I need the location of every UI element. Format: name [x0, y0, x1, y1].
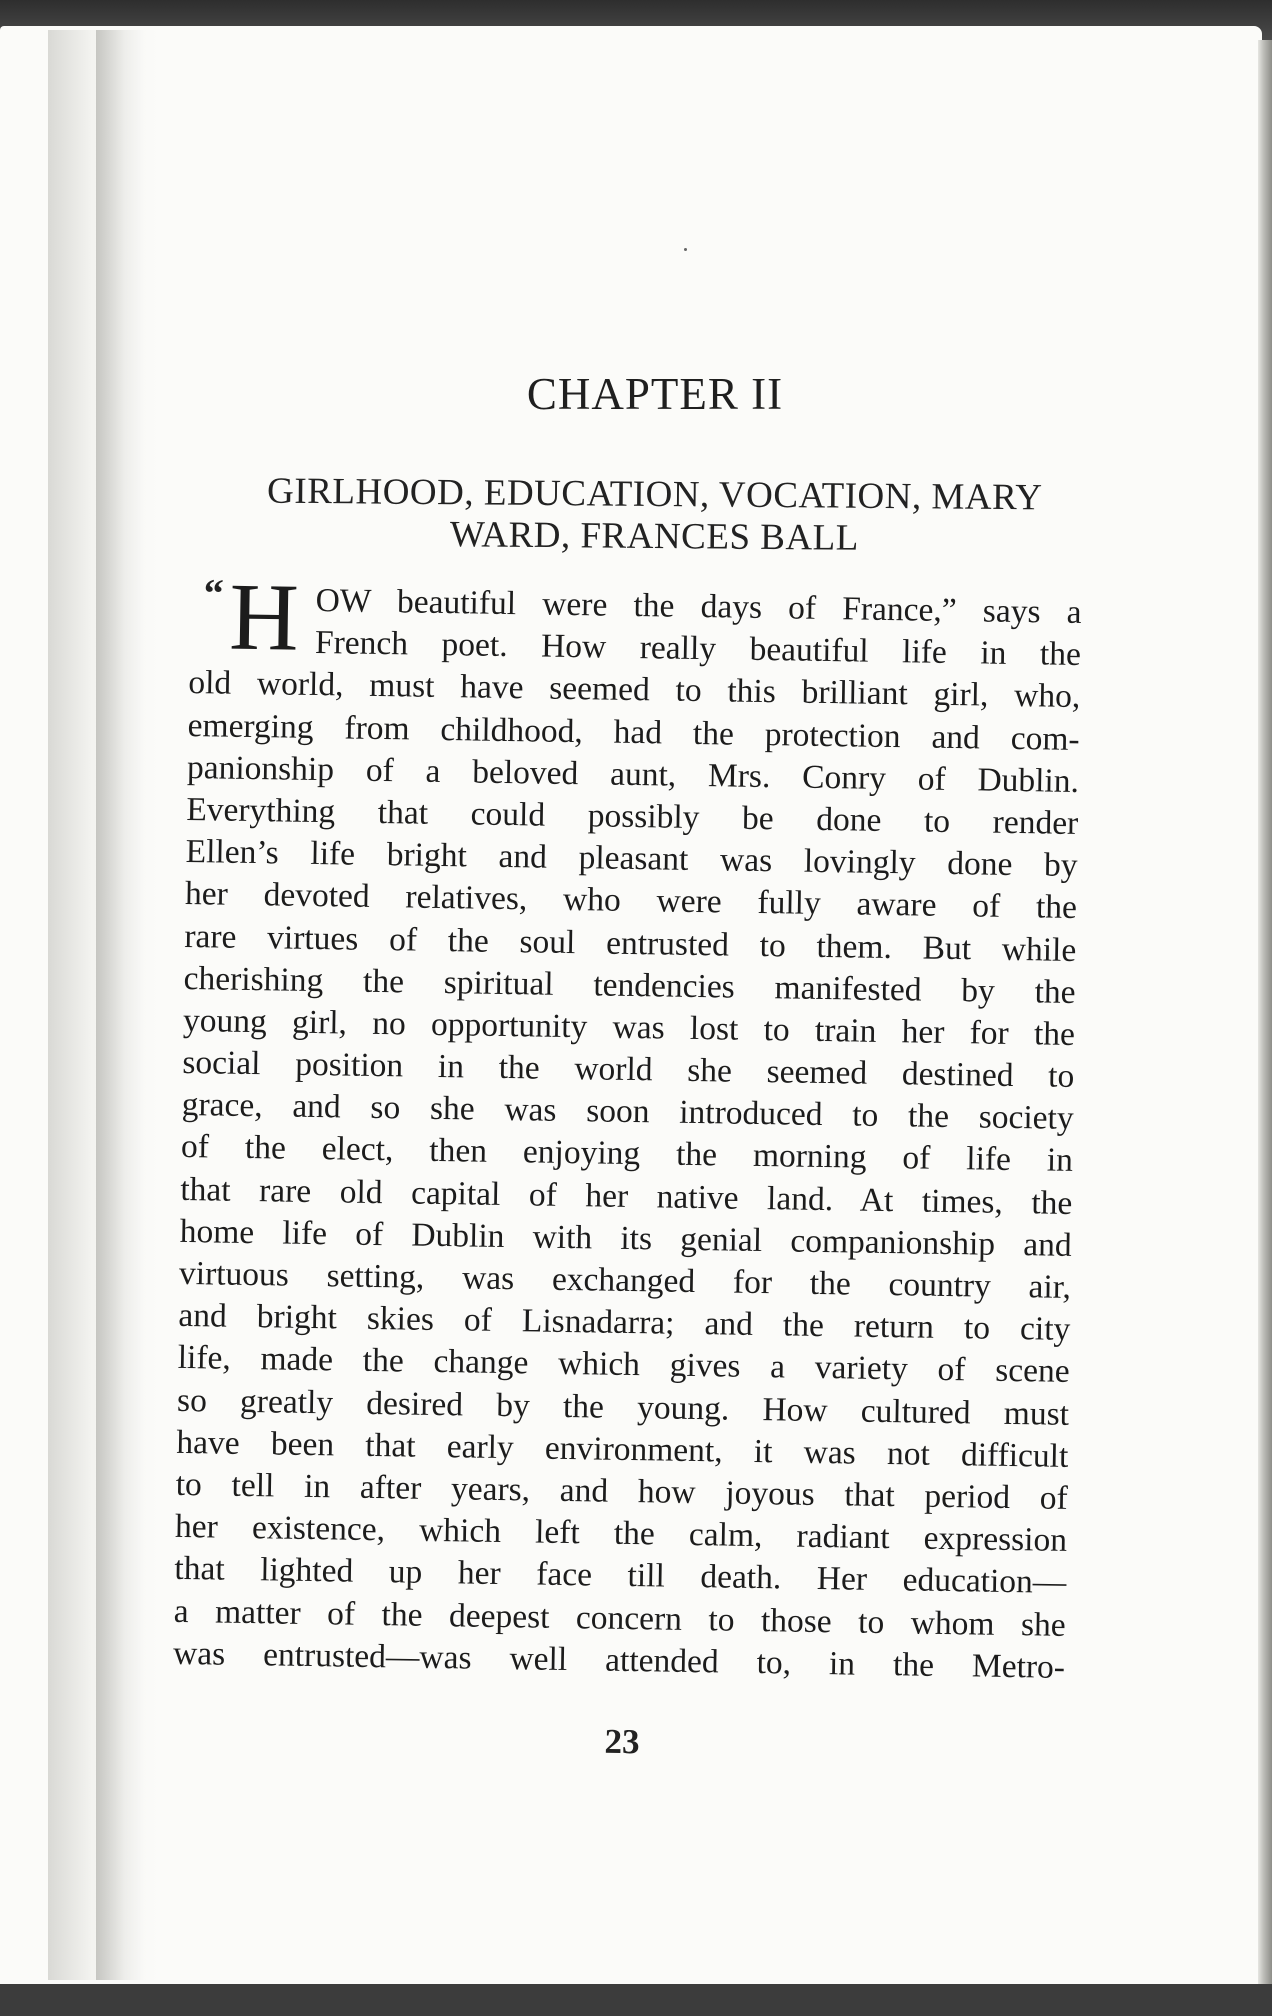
text-line: was entrusted—was well attended to, in the Metro- [172, 1634, 1066, 1686]
chapter-title: CHAPTER II [526, 369, 784, 419]
text-line: grace, and so she was soon introduced to the society [181, 1086, 1074, 1138]
text-line: of the elect, then enjoying the morning of life in [180, 1128, 1074, 1180]
text-line: rare virtues of the soul entrusted to them. But while [184, 917, 1077, 969]
page-number: 23 [604, 1721, 640, 1762]
text-line: that rare old capital of her native land. At times, the [180, 1170, 1073, 1222]
text-line: panionship of a beloved aunt, Mrs. Conry of Dublin. [186, 748, 1080, 800]
text-line: virtuous setting, was exchanged for the country air, [178, 1254, 1072, 1306]
chapter-subtitle-line-2: WARD, FRANCES BALL [449, 514, 860, 559]
text-line: Ellen’s life bright and pleasant was lovingly done by [185, 833, 1078, 885]
chapter-subtitle [199, 470, 1110, 562]
text-line: a matter of the deepest concern to those to whom she [173, 1592, 1066, 1644]
text-line: her devoted relatives, who were fully aware of the [184, 875, 1078, 927]
text-line: home life of Dublin with its genial companionship and [179, 1212, 1072, 1264]
text-line: social position in the world she seemed destined to [182, 1044, 1075, 1096]
text-line: Everything that could possibly be done to render [186, 790, 1079, 842]
text-line: OW beautiful were the days of France,” says a [315, 581, 1082, 632]
chapter-subtitle-line-1: GIRLHOOD, EDUCATION, VOCATION, MARY [266, 470, 1043, 519]
text-line: emerging from childhood, had the protection and com- [187, 706, 1080, 758]
text-line: and bright skies of Lisnadarra; and the return to city [178, 1297, 1071, 1349]
paper-speck [684, 248, 687, 251]
drop-cap: H [228, 562, 300, 671]
text-line: old world, must have seemed to this brilliant girl, who, [188, 664, 1081, 716]
text-line: that lighted up her face till death. Her education— [174, 1550, 1067, 1602]
drop-cap-block [189, 562, 312, 671]
body-paragraph [172, 562, 1082, 1689]
text-line: cherishing the spiritual tendencies manifested by the [183, 959, 1076, 1011]
opening-quote: “ [203, 570, 225, 616]
text-line: have been that early environment, it was not difficult [176, 1423, 1069, 1475]
text-line: young girl, no opportunity was lost to train her for the [182, 1001, 1076, 1053]
scan-background-bottom [0, 1984, 1272, 2016]
text-line: to tell in after years, and how joyous that period of [175, 1465, 1068, 1517]
text-line: French poet. How really beautiful life in the [314, 624, 1082, 674]
binding-shadow [96, 30, 144, 1980]
page-edge [1258, 40, 1272, 1990]
text-line: life, made the change which gives a variety of scene [177, 1339, 1070, 1391]
text-line: so greatly desired by the young. How cultured must [176, 1381, 1070, 1433]
text-line: her existence, which left the calm, radiant expression [174, 1508, 1068, 1560]
